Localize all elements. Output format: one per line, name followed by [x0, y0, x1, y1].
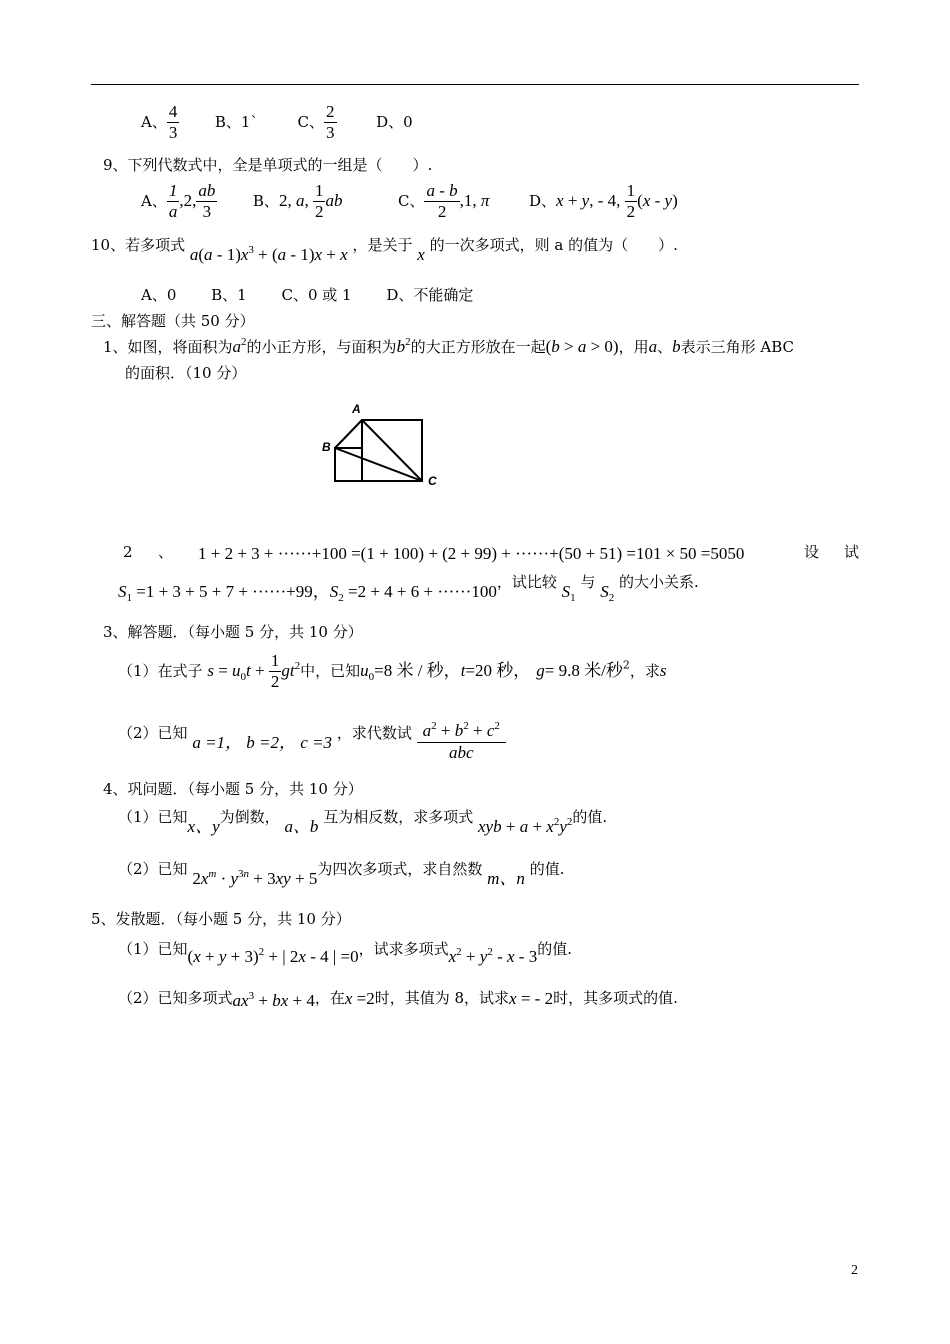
p2-shi: 试: [844, 543, 860, 561]
q8-option-a-fraction: $\frac{4}{3}$: [168, 102, 178, 142]
p2-s-definitions: $S_1 =1 + 3 + 5 + 7 + \cdot\cdot\cdot\cdot\cdot\cdot+99$，$S_2 =2 + 4 + 6 + \cdot\cdot\cdot\cdot\cdot\cdot 100$: [118, 582, 497, 604]
edge-ac: [362, 420, 422, 481]
p4-s2-end: 的值.: [529, 860, 565, 878]
p3-s1-g: = 9.8 米/秒: [544, 661, 623, 680]
q10-polynomial: $a(a - 1)x^3 + (a - 1)x + x$: [189, 244, 348, 264]
p5-s2-label: （2）已知多项式: [118, 989, 233, 1007]
p4-s1-xy: x、y: [187, 817, 220, 836]
p5-s2-t3: 时，其多项式的值.: [553, 989, 678, 1007]
p5-s1-end: 的值.: [537, 940, 572, 958]
p2-she: 设: [804, 543, 820, 561]
p1-line1: 1、如图，将面积为$a^2$的小正方形，与面积为$b^2$的大正方形放在一起(b > a > 0)，用a、b表示三角形 ABC: [103, 336, 795, 356]
p5-sub2: [118, 989, 678, 1008]
p3-s1-half: $\frac{1}{2}$: [270, 651, 280, 691]
p3-sub2: [118, 714, 506, 762]
p4-sub2: [118, 860, 565, 888]
p3-s2-expression: $\frac{a^2 + b^2 + c^2}{\text{abc}}$: [417, 722, 506, 762]
p2-line2: [118, 573, 699, 604]
p4-s1-polynomial: xyb + $a + x^2y^2$: [478, 816, 573, 836]
p4-s1-ab: a、b: [284, 817, 319, 836]
p3-heading: 3、解答题．（每小题 5 分，共 10 分）: [103, 623, 363, 641]
p3-s1-label: （1）在式子: [118, 662, 203, 681]
p3-s1-u0: =8 米 / 秒，: [374, 661, 461, 680]
q9-option-c-label: C、: [398, 192, 425, 211]
q10-options: A、0 B、1 C、0 或 1 D、不能确定: [141, 286, 474, 304]
q8-option-a-label: A、: [141, 113, 167, 132]
p1-b2: $b^2$: [396, 336, 411, 356]
p1-t4: ，用: [618, 338, 649, 356]
p4-s2-label: （2）已知: [118, 860, 188, 878]
p4-s1-t2: 互为相反数，求多项式: [323, 808, 474, 826]
label-b: B: [322, 440, 331, 454]
q9-option-a-frac2: $\frac{ab}{3}$: [198, 181, 216, 221]
p4-s2-mid: 为四次多项式，求自然数: [317, 860, 483, 878]
p4-s2-mn: m、n: [487, 869, 525, 888]
p5-s2-xneg2: x = - 2: [509, 989, 554, 1008]
p2-s2: $S_2$: [600, 582, 615, 604]
p1-condition: (b > a > 0): [545, 337, 619, 356]
q10-prefix: 10、若多项式: [91, 236, 186, 254]
p2-s1: $S_1$: [561, 582, 576, 604]
edge-bc: [335, 448, 422, 481]
p4-s2-polynomial: $2x^m \cdot y^{3n} + 3xy + 5$: [192, 868, 318, 888]
p2-and: 与: [580, 573, 596, 591]
p4-s1-t1: 为倒数，: [219, 808, 280, 826]
label-c: C: [428, 474, 437, 488]
q9-option-a-frac: $\frac{1}{a}$: [168, 181, 178, 221]
section-3-heading: 三、解答题（共 50 分）: [91, 312, 255, 330]
q9-stem: 9、下列代数式中，全是单项式的一组是（ ）.: [103, 156, 433, 174]
q8-option-c-label: C、: [297, 113, 325, 132]
p4-sub1: [118, 808, 608, 836]
p3-s1-zhong: 中，已知: [300, 662, 361, 681]
q9-option-b-label: B、: [252, 192, 279, 211]
q8-options: [141, 103, 413, 142]
p5-heading: 5、发散题．（每小题 5 分，共 10 分）: [91, 910, 351, 928]
squares-triangle-figure: [318, 400, 443, 495]
q8-option-c-fraction: $\frac{2}{3}$: [326, 102, 335, 142]
p5-s2-t2: 时，其值为 8，试求: [374, 989, 510, 1007]
q8-option-d: D、0: [376, 113, 413, 132]
p3-s2-label: （2）已知: [118, 723, 188, 742]
p3-s1-formula: $s = u_0t$ +: [207, 661, 269, 683]
p3-s1-t: =20 秒，: [465, 661, 531, 680]
p1-line2: 的面积．（10 分）: [125, 364, 247, 382]
q9-option-d-label: D、: [529, 192, 557, 211]
p2-end: 的大小关系.: [618, 573, 699, 591]
p2-compare: ，试比较: [496, 573, 557, 591]
page-number: 2: [851, 1263, 858, 1278]
q9-option-d-frac: $\frac{1}{2}$: [626, 181, 636, 221]
p3-sub1: （1）在式子 $s = u_0t$ + $\frac{1}{2}$ $gt^2$中，已知$u_0=8$ 米 / 秒，t=20 秒， g= 9.8 米/秒$^2$，求s: [118, 651, 667, 691]
p1-t2: 的小正方形，与面积为: [246, 338, 397, 356]
p5-sub1: [118, 940, 572, 966]
p4-s1-label: （1）已知: [118, 808, 188, 826]
p5-s2-t1: ，在: [314, 989, 345, 1007]
p5-s1-label: （1）已知: [118, 940, 188, 958]
p5-s1-polynomial: $x^2 + y^2 - x - 3$: [448, 946, 538, 966]
p1-t5: 表示三角形 ABC: [680, 338, 795, 356]
p5-s2-x2: x =2: [344, 989, 375, 1008]
q9-option-c-frac: $\frac{a - b}{2}$: [426, 181, 458, 221]
p1-t3: 的大正方形放在一起: [410, 338, 546, 356]
q10-mid2: 的一次多项式，则 a 的值为（ ）.: [429, 236, 678, 254]
edge-ab: [335, 420, 362, 448]
p3-s2-values: a =1， b =2， c =3: [192, 732, 333, 752]
q8-option-b: B、1`: [214, 113, 258, 132]
p4-heading: 4、巩问题．（每小题 5 分，共 10 分）: [103, 780, 363, 798]
p5-s1-mid: ，试求多项式: [358, 940, 449, 958]
p1-t1: 1、如图，将面积为: [103, 338, 233, 356]
header-rule: [91, 84, 859, 85]
p3-s1-sq: 2: [622, 658, 630, 672]
q9-option-a-label: A、: [141, 192, 167, 211]
label-a: A: [352, 402, 361, 416]
q9-option-b-frac: $\frac{1}{2}$: [314, 181, 324, 221]
q10-mid1: ，是关于: [352, 236, 413, 254]
p5-s1-condition: $(x + y + 3)^2$ + | 2x - 4 | =0: [187, 946, 359, 966]
p5-s2-polynomial: $ax^3$ + bx + 4: [232, 990, 315, 1010]
p2-number: 2: [123, 543, 133, 561]
q10-var: x: [417, 245, 425, 264]
p2-gauss-sum: 1 + 2 + 3 + ······+100 =(1 + 100) + (2 + 99) + ······+(50 + 51) =101 × 50 =5050: [198, 544, 745, 563]
p2-separator: 、: [158, 543, 174, 561]
p1-ab: a: [648, 337, 658, 356]
q10-line: [91, 236, 678, 264]
q9-options: A、 $\frac{1}{a}$ ,2, $\frac{ab}{3}$ B、2, a, $\frac{1}{2}$ ab C、 $\frac{a - b}{2}$ ,1, π D、x + y, - 4, $\frac{1}{2}$ (x - y): [141, 181, 678, 221]
p3-s2-ask: ，求代数试: [336, 723, 412, 742]
p1-a2: $a^2$: [232, 336, 247, 356]
p3-s1-ask: ，求: [629, 662, 660, 681]
p4-s1-end: 的值.: [572, 808, 608, 826]
